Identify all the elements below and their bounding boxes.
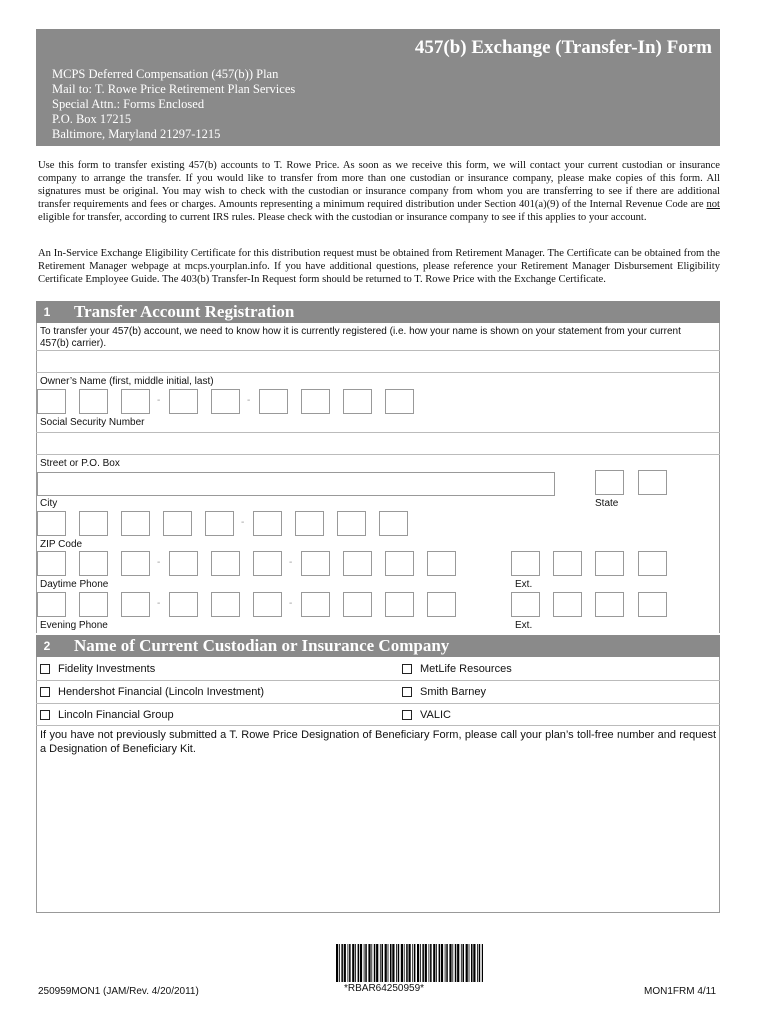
ssn-digit-box[interactable]	[259, 389, 288, 414]
phone-digit-box[interactable]	[169, 551, 198, 576]
address-line: P.O. Box 17215	[52, 112, 132, 126]
phone-digit-box[interactable]	[253, 551, 282, 576]
address-line: Baltimore, Maryland 21297-1215	[52, 127, 221, 141]
zip-digit-box[interactable]	[163, 511, 192, 536]
checkbox[interactable]	[40, 687, 50, 697]
checkbox[interactable]	[402, 687, 412, 697]
divider	[36, 350, 720, 351]
phone-digit-box[interactable]	[301, 551, 330, 576]
ext-digit-box[interactable]	[638, 592, 667, 617]
option-smith-barney[interactable]	[402, 686, 486, 698]
checkbox[interactable]	[402, 710, 412, 720]
intro-text: Use this form to transfer existing 457(b) accounts to T. Rowe Price. As soon as we receive this form, we will contact your current custodian or insurance company to arrange the transfer. If you would like to transfer from more than one custodian or insurance company, please make copies of this form. All signatures must be original. You may wish to check with the custodian or insurance company from whom you are transferring to see if there are additional transfer requirements and fees or charges. Amounts representing a minimum required distribution under Section 401(a)(9) of the Internal Revenue Code are	[38, 160, 720, 210]
option-label: Lincoln Financial Group	[58, 709, 174, 721]
zip-digit-box[interactable]	[121, 511, 150, 536]
separator-dash: -	[289, 557, 293, 568]
separator-dash: -	[157, 598, 161, 609]
phone-digit-box[interactable]	[79, 551, 108, 576]
zip-digit-box[interactable]	[37, 511, 66, 536]
divider	[36, 372, 720, 373]
address-line: Mail to: T. Rowe Price Retirement Plan Services	[52, 82, 296, 96]
evening-phone-label: Evening Phone	[40, 620, 108, 631]
mailing-address	[52, 67, 295, 142]
separator-dash: -	[289, 598, 293, 609]
state-letter-box[interactable]	[595, 470, 624, 495]
ext-digit-box[interactable]	[553, 592, 582, 617]
checkbox[interactable]	[40, 664, 50, 674]
phone-digit-box[interactable]	[343, 551, 372, 576]
phone-digit-box[interactable]	[253, 592, 282, 617]
address-line: MCPS Deferred Compensation (457(b)) Plan	[52, 67, 279, 81]
section-2-header	[36, 635, 720, 657]
separator-dash: -	[157, 557, 161, 568]
zip-digit-box[interactable]	[205, 511, 234, 536]
ext-digit-box[interactable]	[638, 551, 667, 576]
phone-digit-box[interactable]	[79, 592, 108, 617]
section-number: 1	[43, 305, 51, 319]
separator-dash: -	[241, 517, 245, 528]
ext-digit-box[interactable]	[553, 551, 582, 576]
option-label: Smith Barney	[420, 686, 487, 698]
checkbox[interactable]	[402, 664, 412, 674]
zip-digit-box[interactable]	[379, 511, 408, 536]
option-label: Fidelity Investments	[58, 663, 156, 675]
ssn-digit-box[interactable]	[37, 389, 66, 414]
phone-digit-box[interactable]	[121, 551, 150, 576]
ext-digit-box[interactable]	[511, 551, 540, 576]
option-label: VALIC	[420, 709, 451, 721]
city-input[interactable]	[37, 472, 555, 496]
phone-digit-box[interactable]	[211, 592, 240, 617]
ext-digit-box[interactable]	[595, 551, 624, 576]
phone-digit-box[interactable]	[121, 592, 150, 617]
street-label: Street or P.O. Box	[40, 458, 120, 469]
form-code: MON1FRM 4/11	[644, 986, 717, 997]
phone-digit-box[interactable]	[385, 551, 414, 576]
option-fidelity[interactable]	[40, 663, 155, 675]
phone-digit-box[interactable]	[37, 551, 66, 576]
phone-digit-box[interactable]	[37, 592, 66, 617]
phone-digit-box[interactable]	[301, 592, 330, 617]
divider	[36, 454, 720, 455]
intro-emphasis: not	[706, 199, 720, 210]
ssn-label: Social Security Number	[40, 417, 145, 428]
divider	[36, 725, 720, 726]
section-number: 2	[43, 639, 51, 653]
address-line: Special Attn.: Forms Enclosed	[52, 97, 205, 111]
ssn-digit-box[interactable]	[79, 389, 108, 414]
option-hendershot[interactable]	[40, 686, 264, 698]
section-title: Name of Current Custodian or Insurance Company	[74, 636, 450, 655]
state-letter-box[interactable]	[638, 470, 667, 495]
state-label: State	[595, 498, 619, 509]
ssn-digit-box[interactable]	[211, 389, 240, 414]
option-label: MetLife Resources	[420, 663, 512, 675]
ext-digit-box[interactable]	[595, 592, 624, 617]
checkbox[interactable]	[40, 710, 50, 720]
phone-digit-box[interactable]	[385, 592, 414, 617]
form-title: 457(b) Exchange (Transfer-In) Form	[414, 37, 712, 58]
ext-digit-box[interactable]	[511, 592, 540, 617]
certificate-paragraph: An In-Service Exchange Eligibility Certificate for this distribution request must be obtained from Retirement Manager. The Certificate can be obtained from the Retirement Manager webpage at mcps.yourplan.info. If you have additional questions, please reference your Retirement Manager Disbursement Eligibility Certificate Employee Guide. The 403(b) Transfer-In Request form should be returned to T. Rowe Price with the Exchange Certificate.	[38, 248, 720, 285]
form-id: 250959MON1 (JAM/Rev. 4/20/2011)	[38, 986, 199, 997]
daytime-phone-label: Daytime Phone	[40, 579, 109, 590]
zip-digit-box[interactable]	[295, 511, 324, 536]
city-label: City	[40, 498, 58, 509]
ext-label: Ext.	[515, 620, 533, 631]
form-header	[36, 29, 720, 146]
ssn-digit-box[interactable]	[385, 389, 414, 414]
ext-label: Ext.	[515, 579, 533, 590]
barcode-graphic	[336, 944, 483, 982]
option-lincoln-financial[interactable]	[40, 709, 174, 721]
phone-digit-box[interactable]	[427, 551, 456, 576]
barcode-text: *RBAR64250959*	[344, 983, 425, 994]
beneficiary-note: If you have not previously submitted a T. Rowe Price Designation of Beneficiary Form, please call your plan’s toll-free number and request a Designation of Beneficiary Kit.	[40, 729, 716, 755]
zip-digit-box[interactable]	[337, 511, 366, 536]
owner-name-label: Owner’s Name (first, middle initial, last)	[40, 376, 214, 387]
option-label: Hendershot Financial (Lincoln Investment)	[58, 686, 265, 698]
ssn-digit-box[interactable]	[343, 389, 372, 414]
phone-digit-box[interactable]	[211, 551, 240, 576]
divider	[36, 432, 720, 433]
intro-paragraph	[38, 159, 720, 224]
option-valic[interactable]	[402, 709, 451, 721]
separator-dash: -	[247, 395, 251, 406]
separator-dash: -	[157, 395, 161, 406]
zip-digit-box[interactable]	[79, 511, 108, 536]
phone-digit-box[interactable]	[427, 592, 456, 617]
ssn-digit-box[interactable]	[121, 389, 150, 414]
section-1-header	[36, 301, 720, 323]
ssn-digit-box[interactable]	[169, 389, 198, 414]
section-title: Transfer Account Registration	[74, 302, 295, 321]
divider	[36, 703, 720, 704]
phone-digit-box[interactable]	[343, 592, 372, 617]
intro-text-end: eligible for transfer, according to current IRS rules. Please check with the custodian or insurance company to see if this applies to your account.	[38, 212, 647, 223]
divider	[36, 680, 720, 681]
option-metlife[interactable]	[402, 663, 512, 675]
zip-digit-box[interactable]	[253, 511, 282, 536]
section-1-instructions: To transfer your 457(b) account, we need to know how it is currently registered (i.e. how your name is shown on your statement from your current 457(b) carrier).	[40, 326, 681, 349]
ssn-digit-box[interactable]	[301, 389, 330, 414]
phone-digit-box[interactable]	[169, 592, 198, 617]
zip-label: ZIP Code	[40, 539, 83, 550]
